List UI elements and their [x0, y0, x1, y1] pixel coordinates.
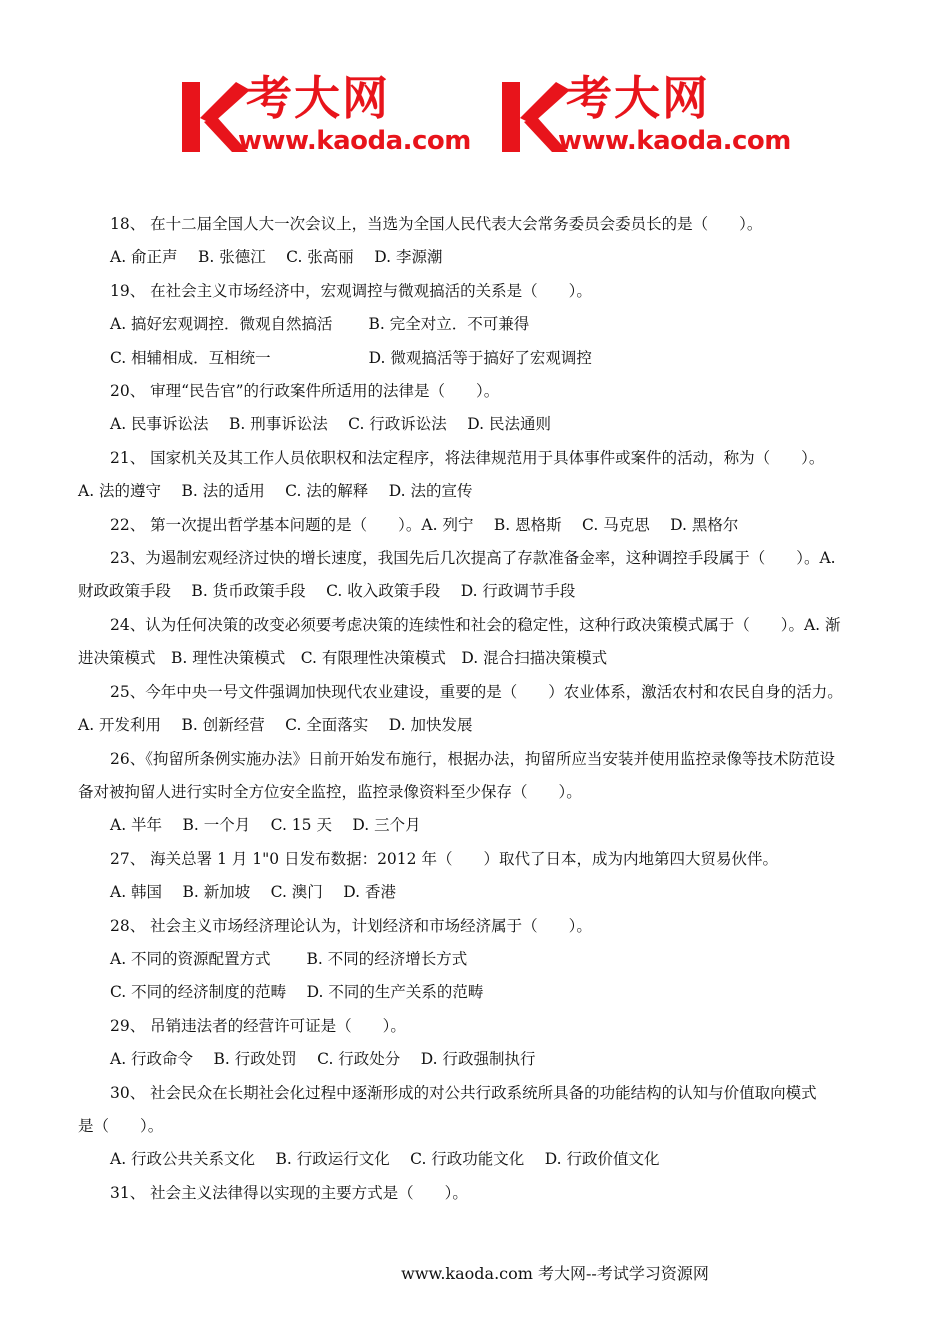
text-line: C. 相辅相成．互相统一 D. 微观搞活等于搞好了宏观调控 [110, 348, 592, 367]
text-line: 26、《拘留所条例实施办法》日前开始发布施行，根据办法，拘留所应当安装并使用监控录像等技术防范设 [110, 749, 835, 768]
kaoda-logo-left [178, 70, 498, 160]
text-line: C. 不同的经济制度的范畴 D. 不同的生产关系的范畴 [110, 983, 484, 1002]
logo-url-text: www.kaoda.com [238, 126, 471, 156]
text-line: 30、 社会民众在长期社会化过程中逐渐形成的对公共行政系统所具备的功能结构的认知与价值取向模式 [110, 1083, 817, 1102]
text-line: A. 法的遵守 B. 法的适用 C. 法的解释 D. 法的宣传 [78, 482, 473, 501]
text-line: 29、 吊销违法者的经营许可证是（ ）。 [110, 1016, 406, 1035]
text-line: 21、 国家机关及其工作人员依职权和法定程序，将法律规范用于具体事件或案件的活动，称为（ ）。 [110, 448, 825, 467]
text-line: 20、 审理“民告官”的行政案件所适用的法律是（ ）。 [110, 382, 500, 401]
text-line: 31、 社会主义法律得以实现的主要方式是（ ）。 [110, 1183, 468, 1202]
question-list [78, 208, 878, 1210]
text-line: A. 俞正声 B. 张德江 C. 张高丽 D. 李源潮 [110, 248, 443, 267]
text-line: A. 行政公共关系文化 B. 行政运行文化 C. 行政功能文化 D. 行政价值文化 [110, 1150, 660, 1169]
text-line: A. 韩国 B. 新加坡 C. 澳门 D. 香港 [110, 883, 396, 902]
text-line: 是（ ）。 [78, 1116, 164, 1135]
text-line: 进决策模式 B. 理性决策模式 C. 有限理性决策模式 D. 混合扫描决策模式 [78, 649, 608, 668]
page-footer [0, 1262, 950, 1286]
logo-cn-text: 考大网 [566, 71, 710, 125]
text-line: A. 不同的资源配置方式 B. 不同的经济增长方式 [110, 949, 468, 968]
kaoda-logo-right [498, 70, 818, 160]
text-line: 财政政策手段 B. 货币政策手段 C. 收入政策手段 D. 行政调节手段 [78, 582, 576, 601]
text-line: 27、 海关总署 1 月 1"0 日发布数据：2012 年（ ）取代了日本，成为内地第四大贸易伙伴。 [110, 849, 778, 868]
text-line: 19、 在社会主义市场经济中，宏观调控与微观搞活的关系是（ ）。 [110, 281, 592, 300]
text-line: A. 半年 B. 一个月 C. 15 天 D. 三个月 [110, 816, 421, 835]
text-line: 25、今年中央一号文件强调加快现代农业建设，重要的是（ ）农业体系，激活农村和农民自身的活力。 [110, 682, 843, 701]
text-line: A. 民事诉讼法 B. 刑事诉讼法 C. 行政诉讼法 D. 民法通则 [110, 415, 551, 434]
text-line: A. 行政命令 B. 行政处罚 C. 行政处分 D. 行政强制执行 [110, 1050, 536, 1069]
text-line: 22、 第一次提出哲学基本问题的是（ ）。A. 列宁 B. 恩格斯 C. 马克思 D. 黑格尔 [110, 515, 739, 534]
text-line: 28、 社会主义市场经济理论认为，计划经济和市场经济属于（ ）。 [110, 916, 592, 935]
text-line: A. 开发利用 B. 创新经营 C. 全面落实 D. 加快发展 [78, 716, 473, 735]
text-line: 18、 在十二届全国人大一次会议上，当选为全国人民代表大会常务委员会委员长的是（ ）。 [110, 215, 763, 233]
logo-cn-text: 考大网 [246, 71, 390, 125]
logo-url-text: www.kaoda.com [558, 126, 791, 156]
text-line: A. 搞好宏观调控．微观自然搞活 B. 完全对立．不可兼得 [110, 315, 530, 334]
footer-text: www.kaoda.com 考大网--考试学习资源网 [401, 1264, 709, 1283]
text-line: 24、认为任何决策的改变必须要考虑决策的连续性和社会的稳定性，这种行政决策模式属于（ ）。A. 渐 [110, 615, 841, 634]
text-line: 23、为遏制宏观经济过快的增长速度，我国先后几次提高了存款准备金率，这种调控手段属于（ ）。A. [110, 549, 836, 568]
text-line: 备对被拘留人进行实时全方位安全监控，监控录像资料至少保存（ ）。 [78, 782, 582, 801]
